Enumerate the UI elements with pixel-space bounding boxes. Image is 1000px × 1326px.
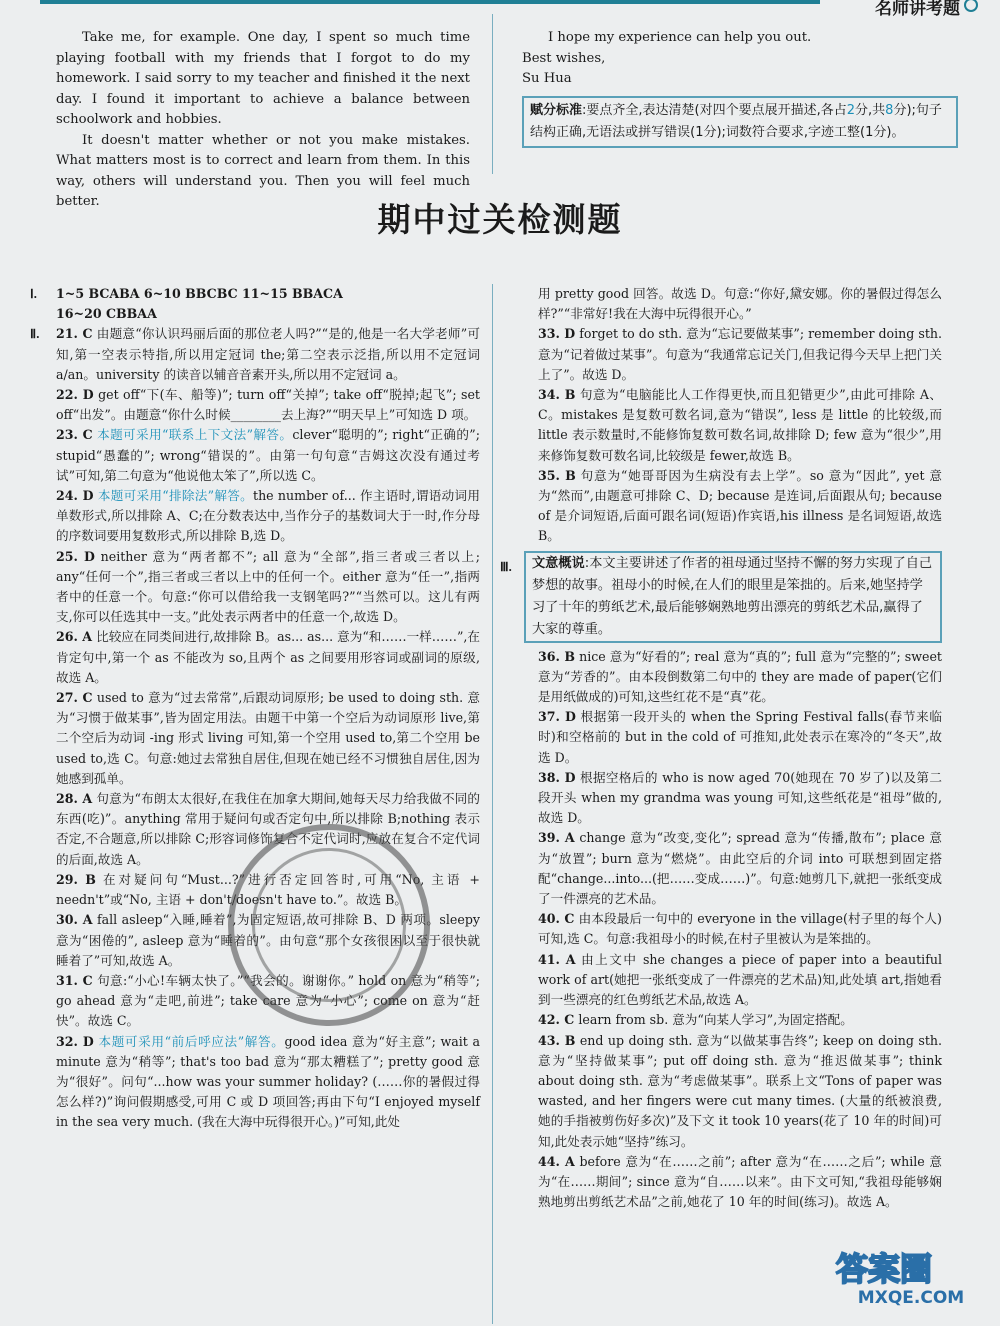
answer-explanation: learn from sb. 意为“向某人学习”,为固定搭配。 — [578, 1012, 853, 1028]
header-dot-icon — [964, 0, 978, 12]
answer-item — [512, 1010, 942, 1030]
score-text: 分,共 — [855, 103, 886, 118]
watermark-top: 答案圈 — [836, 1250, 933, 1288]
answers-left-column — [30, 284, 480, 1133]
answer-tip: 本题可采用“前后呼应法”解答。 — [98, 1033, 285, 1049]
summary-box — [524, 551, 942, 643]
answer-number: 30. A — [56, 912, 93, 928]
answer-explanation: clever“聪明的”; right“正确的”; stupid“愚蠢的”; wrong“错误的”。由第一句句意“吉姆这次没有通过考试”可知,第二句意为“他说他太笨了”,所以选 C。 — [56, 427, 480, 483]
header-bar — [0, 0, 1000, 19]
answer-number: 34. B — [538, 387, 576, 403]
answer-item — [512, 466, 942, 547]
answer-explanation: 句意为“她哥哥因为生病没有去上学”。so 意为“因此”, yet 意为“然而”,由题意可排除 C、D; because 是连词,后面跟从句; because of 是介词短语,后面可跟名词(短语)作宾语,his illness 是名词短语,故选 B。 — [538, 467, 942, 544]
answer-explanation: change 意为“改变,变化”; spread 意为“传播,散布”; place 意为“放置”; burn 意为“燃烧”。由此空后的介词 into 可联想到固定搭配“change...into...(把……变成……)”。句意:她剪几下,就把一张纸变成了一件漂亮的艺术品。 — [538, 830, 943, 907]
answer-explanation: 由题意“你认识玛丽后面的那位老人吗?”“是的,他是一名大学老师”可知,第一空表示特指,所以用定冠词 the;第二空表示泛指,所以用不定冠词 a/an。university 的读音以辅音音素开头,所以用不定冠词 a。 — [56, 326, 480, 382]
answer-number: 21. C — [56, 326, 93, 342]
score-box — [522, 96, 958, 148]
answer-item — [30, 425, 480, 486]
letter-right — [522, 28, 952, 90]
answer-number: 43. B — [538, 1032, 576, 1048]
answer-explanation: 由本段最后一句中的 everyone in the village(村子里的每个人)可知,选 C。句意:我祖母小的时候,在村子里被认为是笨拙的。 — [538, 911, 942, 947]
answer-number: 42. C — [538, 1012, 575, 1028]
column-divider-main — [492, 284, 493, 1324]
section-2 — [30, 324, 480, 1132]
watermark-bottom: MXQE.COM — [857, 1288, 965, 1308]
page-title: 期中过关检测题 — [377, 200, 623, 239]
answer-number: 35. B — [538, 467, 576, 483]
score-label: 赋分标准 — [530, 103, 583, 118]
score-text: :要点齐全,表达清楚(对四个要点展开描述,各占 — [582, 103, 847, 118]
answer-explanation: 比较应在同类间进行,故排除 B。as... as... 意为“和……一样……”,在肯定句中,第一个 as 不能改为 so,且两个 as 之间要用形容词或副词的原级,故选 A。 — [56, 629, 480, 685]
answer-number: 36. B — [538, 648, 576, 664]
summary-text: :本文主要讲述了作者的祖母通过坚持不懈的努力实现了自己梦想的故事。祖母小的时候,在人们的眼里是笨拙的。后来,她坚持学习了十年的剪纸艺术,最后能够娴熟地剪出漂亮的剪纸艺术品,赢得了大家的尊重。 — [532, 555, 933, 637]
answer-number: 29. B — [56, 871, 96, 887]
answer-line: 1~5 BCABA 6~10 BBCBC 11~15 BBACA — [56, 286, 343, 301]
letter-wishes: Best wishes, — [522, 50, 606, 66]
answer-item — [512, 950, 942, 1011]
answer-explanation: get off“下(车、船等)”; turn off“关掉”; take off“脱掉;起飞”; set off“出发”。由题意“你什么时候________去上海?”“明天早上”可知选 D 项。 — [56, 387, 480, 423]
right-items-bottom — [512, 647, 942, 1213]
answer-explanation: 句意为“电脑能比人工作得更快,而且犯错更少”,由此可排除 A、C。mistakes 是复数可数名词,意为“错误”, less 是 little 的比较级,而 little 表示数量时,不能修饰复数可数名词,故排除 D; few 意为“很少”,用来修饰复数可数名词,比较级是 fewer,故选 B。 — [538, 387, 942, 463]
answer-number: 27. C — [56, 690, 93, 706]
section-numeral: Ⅲ. — [500, 559, 512, 574]
answer-number: 22. D — [56, 387, 94, 403]
answer-number: 31. C — [56, 972, 93, 988]
answer-item — [30, 486, 480, 547]
answer-number: 44. A — [538, 1153, 575, 1169]
answer-explanation: fall asleep“入睡,睡着”,为固定短语,故可排除 B、D 两项。sleepy 意为“困倦的”, asleep 意为“睡着的”。由句意“那个女孩很困以至于很快就睡着了”可知,故选 A。 — [56, 912, 480, 968]
answer-item — [30, 688, 480, 789]
answer-number: 25. D — [56, 548, 95, 564]
answer-explanation: forget to do sth. 意为“忘记要做某事”; remember doing sth. 意为“记着做过某事”。句意为“我通常忘记关门,但我记得今天早上把门关上了”。故选 D。 — [538, 326, 942, 382]
answer-explanation: used to 意为“过去常常”,后跟动词原形; be used to doing sth. 意为“习惯于做某事”,皆为固定用法。由题干中第一个空后为动词原形 live,第二个空后为动词 -ing 形式 living 可知,第一个空用 used to,第二个空用 be used to,选 C。句意:她过去常独自居住,但现在她已经不习惯独自居住,因为她感到孤单。 — [56, 690, 481, 786]
letter-closing-line: I hope my experience can help you out. — [548, 30, 812, 45]
answers-right-column — [500, 284, 943, 1212]
letter-paragraph: Take me, for example. One day, I spent so much time playing football with my friends that I forgot to do my homework. I said sorry to my teacher and finished it the next day. I found it important to achieve a balance between schoolwork and hobbies. — [56, 30, 470, 127]
answer-number: 33. D — [538, 326, 576, 342]
header-label: 名师讲考题 — [875, 0, 960, 19]
answer-item — [30, 627, 480, 688]
answer-item — [30, 385, 480, 425]
answer-number: 39. A — [538, 830, 575, 846]
section-numeral: Ⅰ. — [30, 287, 37, 301]
score-num: 2 — [846, 103, 856, 118]
answer-item — [512, 1152, 942, 1213]
answer-explanation: 句意为“布朗太太很好,在我住在加拿大期间,她每天尽力给我做不同的东西(吃)”。anything 常用于疑问句或否定句中,所以排除 B;nothing 表示否定,不合题意,所以排除 C;形容词修饰复合不定代词时,应放在复合不定代词的后面,故选 A。 — [56, 791, 480, 867]
answer-line: 16~20 CBBAA — [56, 306, 157, 322]
answer-item — [512, 385, 942, 466]
letter-left — [56, 28, 470, 213]
answer-number: 23. C — [56, 427, 93, 443]
letter-signature: Su Hua — [522, 71, 572, 86]
section-3 — [500, 551, 942, 643]
watermark-logo — [836, 1250, 986, 1320]
answer-explanation: end up doing sth. 意为“以做某事告终”; keep on doing sth. 意为“坚持做某事”; put off doing sth. 意为“推迟做某事”; think about doing sth. 意为“考虑做某事”。联系上文“Tons of paper was wasted, and her fingers were cut many times. (大量的纸被浪费,她的手指被剪伤好多次)”及下文 it took 10 years(花了 10 年的时间)可知,此处表示她“坚持”练习。 — [538, 1032, 942, 1149]
answer-explanation: 用 pretty good 回答。故选 D。句意:“你好,黛安娜。你的暑假过得怎么样?”“非常好!我在大海中玩得很开心。” — [538, 286, 942, 322]
answer-number: 38. D — [538, 769, 576, 785]
answer-number: 37. D — [538, 709, 576, 725]
section-1-answers — [56, 284, 480, 324]
score-text: 分);句子结构正确,无语法或拼写错误(1分);词数符合要求,字迹工整(1分)。 — [530, 103, 942, 140]
answer-item — [512, 324, 942, 385]
answer-item — [512, 647, 942, 708]
answer-number: 26. A — [56, 629, 93, 645]
answer-explanation: good idea 意为“好主意”; wait a minute 意为“稍等”; that's too bad 意为“那太糟糕了”; pretty good 意为“很好”。问句“...how was your summer holiday? (……你的暑假过得怎么样?)”询问假期感受,可用 C 或 D 项回答;再由下句“I enjoyed myself in the sea very much. (我在大海中玩得很开心。)”可知,此处 — [56, 1033, 480, 1130]
letter-paragraph: It doesn't matter whether or not you make mistakes. What matters most is to correct and learn from them. In this way, others will understand you. Then you will feel much better. — [56, 132, 470, 209]
answer-explanation: 句意:“小心!车辆太快了。”“我会的。谢谢你。” hold on 意为“稍等”; go ahead 意为“走吧,前进”; take care 意为“小心”; come on 意为“赶快”。故选 C。 — [56, 972, 481, 1029]
answer-item — [30, 324, 480, 385]
answer-item — [512, 284, 942, 324]
score-num: 8 — [885, 103, 894, 118]
section-numeral: Ⅱ. — [30, 327, 40, 342]
answer-item — [512, 707, 942, 768]
column-divider-top — [492, 14, 493, 174]
answer-number: 24. D — [56, 488, 94, 504]
answer-explanation: 根据第一段开头的 when the Spring Festival falls(春节来临时)和空格前的 but in the cold of 可推知,此处表示在寒冷的“冬天”,故选 D。 — [538, 709, 942, 765]
answer-tip: 本题可采用“联系上下文法”解答。 — [97, 427, 293, 443]
answer-explanation: the number of... 作主语时,谓语动词用单数形式,所以排除 A、C;在分数表达中,当作分子的基数词大于一时,作分母的序数词要用复数形式,所以排除 B,选 D。 — [56, 488, 480, 544]
answer-item — [30, 547, 480, 628]
answer-explanation: 由上文中 she changes a piece of paper into a beautiful work of art(她把一张纸变成了一件漂亮的艺术品)知,此处填 art,指她看到一些漂亮的红色剪纸艺术品,故选 A。 — [538, 951, 942, 1008]
right-items-top — [512, 284, 942, 547]
answer-tip: 本题可采用“排除法”解答。 — [97, 488, 254, 504]
answer-explanation: neither 意为“两者都不”; all 意为“全部”,指三者或三者以上; any“任何一个”,指三者或三者以上中的任何一个。either 意为“任一”,指两者中的任意一个。句意:“你可以借给我一支钢笔吗?”“当然可以。这儿有两支,你可以任选其中一支。”此处表示两者中的任意一个,故选 D。 — [56, 548, 480, 625]
answer-explanation: before 意为“在……之前”; after 意为“在……之后”; while 意为“在……期间”; since 意为“自……以来”。由下文可知,“我祖母能够娴熟地剪出剪纸艺术品”之前,她花了 10 年的时间(练习)。故选 A。 — [538, 1153, 942, 1210]
answer-item — [512, 909, 942, 949]
answer-explanation: nice 意为“好看的”; real 意为“真的”; full 意为“完整的”; sweet 意为“芳香的”。由本段倒数第二句中的 they are made of paper(它们是用纸做成的)可知,这些红花不是“真”花。 — [538, 648, 942, 705]
answer-item — [512, 768, 942, 829]
answer-number: 41. A — [538, 951, 576, 967]
answer-item — [512, 1031, 942, 1152]
answer-explanation: 在对疑问句“Must...?”进行否定回答时,可用“No, 主语 + needn't”或“No, 主语 + don't/doesn't have to.”。故选 B。 — [56, 871, 480, 908]
answer-number: 40. C — [538, 911, 575, 927]
answer-explanation: 根据空格后的 who is now aged 70(她现在 70 岁了)以及第二段开头 when my grandma was young 可知,这些纸花是“祖母”做的,故选 D。 — [538, 769, 942, 826]
stamp-inner-ring — [230, 826, 427, 1023]
header-rule — [40, 0, 820, 4]
answer-number: 28. A — [56, 791, 93, 807]
section-1 — [30, 284, 480, 324]
summary-label: 文意概说 — [532, 555, 585, 571]
answer-item — [512, 828, 942, 909]
answer-number: 32. D — [56, 1033, 94, 1049]
answer-item — [30, 1032, 480, 1133]
